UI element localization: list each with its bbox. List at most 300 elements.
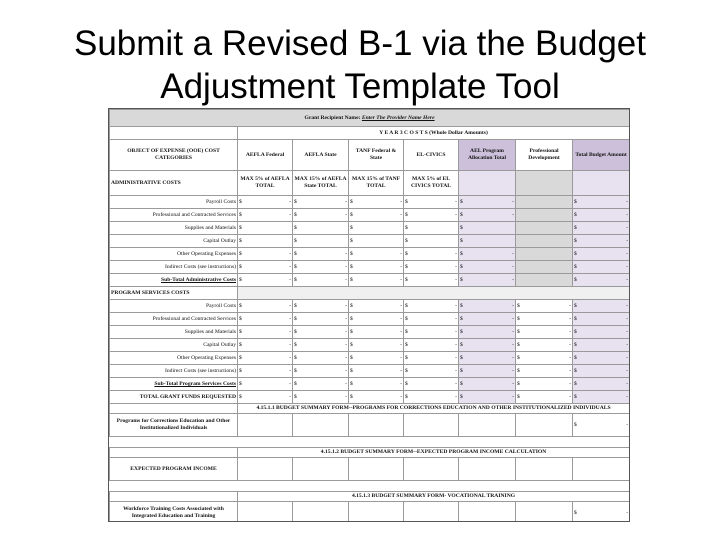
row-label: Other Operating Expenses [110, 352, 238, 365]
amount-value: - [569, 394, 571, 400]
amount-cell[interactable] [404, 235, 459, 248]
amount-value: - [626, 368, 629, 374]
amount-value: - [289, 394, 291, 400]
amount-value: - [455, 342, 457, 348]
amount-value: - [512, 303, 514, 309]
currency-symbol: $ [574, 264, 577, 270]
amount-value: - [345, 303, 347, 309]
spacer-row [110, 437, 630, 448]
amount-value: - [626, 264, 629, 270]
currency-symbol: $ [294, 342, 297, 348]
amount-value: - [345, 199, 347, 205]
amount-cell [573, 414, 630, 437]
amount-cell[interactable] [349, 378, 404, 391]
amount-cell [459, 365, 516, 378]
currency-symbol: $ [239, 303, 242, 309]
currency-symbol: $ [294, 225, 297, 231]
budget-row [110, 365, 630, 378]
amount-cell[interactable] [238, 209, 293, 222]
budget-row [110, 339, 630, 352]
amount-cell[interactable] [404, 222, 459, 235]
vocational-section-title: 4.15.1.3 BUDGET SUMMARY FORM- VOCATIONAL TRAINING [238, 492, 630, 502]
entry-cell[interactable] [404, 414, 459, 437]
amount-value: - [626, 510, 629, 516]
amount-cell[interactable] [238, 300, 293, 313]
program-income-section-title: 4.15.1.2 BUDGET SUMMARY FORM--EXPECTED PROGRAM INCOME CALCULATION [238, 448, 630, 458]
amount-cell[interactable] [349, 261, 404, 274]
column-header-row [110, 140, 630, 171]
currency-symbol: $ [405, 368, 408, 374]
amount-value: - [512, 199, 514, 205]
program-header-row [110, 287, 630, 300]
amount-cell[interactable] [349, 235, 404, 248]
amount-cell[interactable] [404, 378, 459, 391]
amount-cell[interactable] [349, 209, 404, 222]
amount-cell[interactable] [293, 352, 349, 365]
amount-cell[interactable] [349, 274, 404, 287]
amount-cell[interactable] [293, 365, 349, 378]
currency-symbol: $ [517, 355, 520, 361]
amount-value: - [626, 199, 629, 205]
amount-cell [459, 300, 516, 313]
currency-symbol: $ [294, 251, 297, 257]
entry-cell[interactable] [293, 458, 349, 481]
amount-value: - [345, 355, 347, 361]
budget-row [110, 378, 630, 391]
amount-cell[interactable] [404, 196, 459, 209]
amount-cell [573, 261, 630, 274]
corrections-section-label: Programs for Corrections Education and Other Institutionalized Individuals [110, 414, 238, 437]
amount-value: - [569, 355, 571, 361]
amount-cell[interactable] [349, 300, 404, 313]
currency-symbol: $ [239, 199, 242, 205]
amount-value: - [512, 329, 514, 335]
currency-symbol: $ [239, 264, 242, 270]
amount-value: - [345, 277, 347, 283]
amount-cell[interactable] [238, 313, 293, 326]
currency-symbol: $ [350, 329, 353, 335]
amount-value: - [289, 381, 291, 387]
col-header-ael-total: AEL Program Allocation Total [459, 140, 516, 171]
amount-cell[interactable] [238, 248, 293, 261]
currency-symbol: $ [350, 225, 353, 231]
amount-cell[interactable] [516, 313, 573, 326]
row-label: Professional and Contracted Services [110, 313, 238, 326]
currency-symbol: $ [517, 303, 520, 309]
amount-cell[interactable] [238, 261, 293, 274]
currency-symbol: $ [239, 238, 242, 244]
amount-cell[interactable] [238, 352, 293, 365]
amount-value: - [400, 381, 402, 387]
entry-cell[interactable] [516, 502, 573, 523]
amount-cell [573, 326, 630, 339]
currency-symbol: $ [574, 422, 577, 428]
amount-cell[interactable] [238, 365, 293, 378]
currency-symbol: $ [405, 355, 408, 361]
entry-cell[interactable] [459, 458, 516, 481]
budget-row [110, 209, 630, 222]
amount-value: - [626, 238, 629, 244]
amount-cell[interactable] [293, 209, 349, 222]
amount-cell [573, 502, 630, 523]
max-aefla-label: MAX 5% of AEFLA TOTAL [238, 171, 293, 196]
vocational-section-label: Workforce Training Costs Associated with Integrated Education and Training [110, 502, 238, 523]
currency-symbol: $ [460, 225, 463, 231]
amount-cell[interactable] [349, 365, 404, 378]
empty-cell [516, 196, 573, 209]
amount-cell[interactable] [404, 274, 459, 287]
currency-symbol: $ [574, 238, 577, 244]
corrections-section-row [110, 414, 630, 437]
amount-value: - [455, 381, 457, 387]
corrections-section-title-row [110, 404, 630, 414]
amount-value: - [400, 264, 402, 270]
currency-symbol: $ [239, 225, 242, 231]
currency-symbol: $ [574, 355, 577, 361]
program-income-section-label: EXPECTED PROGRAM INCOME [110, 458, 238, 481]
currency-symbol: $ [294, 329, 297, 335]
currency-symbol: $ [517, 394, 520, 400]
amount-cell[interactable] [349, 248, 404, 261]
row-label: Sub-Total Program Services Costs [110, 378, 238, 391]
amount-value: - [569, 342, 571, 348]
amount-cell[interactable] [404, 248, 459, 261]
amount-value: - [626, 277, 629, 283]
currency-symbol: $ [405, 264, 408, 270]
amount-value: - [455, 329, 457, 335]
row-label: Supplies and Materials [110, 222, 238, 235]
amount-cell [459, 196, 516, 209]
amount-cell[interactable] [404, 391, 459, 404]
amount-cell[interactable] [238, 391, 293, 404]
entry-cell[interactable] [293, 414, 349, 437]
amount-cell[interactable] [349, 391, 404, 404]
slide-title [0, 22, 720, 108]
program-income-section-row [110, 458, 630, 481]
currency-symbol: $ [460, 329, 463, 335]
year-header: Y E A R 3 C O S T S (Whole Dollar Amounts) [238, 127, 630, 140]
amount-cell[interactable] [293, 391, 349, 404]
amount-cell [573, 248, 630, 261]
empty-cell [516, 235, 573, 248]
currency-symbol: $ [460, 316, 463, 322]
amount-cell [573, 378, 630, 391]
amount-value: - [512, 355, 514, 361]
currency-symbol: $ [574, 316, 577, 322]
col-header-total-budget: Total Budget Amount [573, 140, 630, 171]
empty-cell [516, 209, 573, 222]
row-label: TOTAL GRANT FUNDS REQUESTED [110, 391, 238, 404]
amount-cell[interactable] [238, 235, 293, 248]
currency-symbol: $ [405, 394, 408, 400]
amount-cell [459, 313, 516, 326]
amount-value: - [569, 316, 571, 322]
entry-cell[interactable] [293, 502, 349, 523]
entry-cell[interactable] [516, 414, 573, 437]
currency-symbol: $ [350, 264, 353, 270]
currency-symbol: $ [294, 264, 297, 270]
amount-value: - [345, 342, 347, 348]
amount-cell[interactable] [293, 378, 349, 391]
amount-cell[interactable] [349, 222, 404, 235]
amount-value: - [289, 368, 291, 374]
currency-symbol: $ [239, 368, 242, 374]
amount-cell[interactable] [349, 196, 404, 209]
amount-cell[interactable] [516, 300, 573, 313]
amount-value: - [626, 212, 629, 218]
amount-cell[interactable] [404, 300, 459, 313]
amount-value: - [512, 394, 514, 400]
amount-value: - [455, 394, 457, 400]
budget-row [110, 261, 630, 274]
amount-value: - [512, 316, 514, 322]
currency-symbol: $ [239, 381, 242, 387]
amount-value: - [400, 277, 402, 283]
currency-symbol: $ [350, 251, 353, 257]
amount-value: - [289, 342, 291, 348]
amount-value: - [345, 212, 347, 218]
currency-symbol: $ [239, 342, 242, 348]
amount-cell[interactable] [516, 378, 573, 391]
currency-symbol: $ [574, 510, 577, 516]
amount-cell [459, 378, 516, 391]
amount-value: - [455, 212, 457, 218]
currency-symbol: $ [405, 277, 408, 283]
col-header-tanf: TANF Federal & State [349, 140, 404, 171]
amount-cell [459, 222, 516, 235]
entry-cell[interactable] [349, 502, 404, 523]
row-label: Payroll Costs [110, 196, 238, 209]
currency-symbol: $ [517, 329, 520, 335]
amount-cell [459, 326, 516, 339]
amount-cell[interactable] [293, 339, 349, 352]
entry-cell[interactable] [459, 502, 516, 523]
budget-row [110, 235, 630, 248]
currency-symbol: $ [350, 199, 353, 205]
amount-value: - [569, 329, 571, 335]
amount-value: - [400, 303, 402, 309]
budget-row [110, 326, 630, 339]
amount-value: - [400, 251, 402, 257]
amount-cell[interactable] [238, 378, 293, 391]
amount-value: - [455, 264, 457, 270]
amount-value: - [345, 316, 347, 322]
currency-symbol: $ [460, 264, 463, 270]
currency-symbol: $ [294, 381, 297, 387]
currency-symbol: $ [460, 381, 463, 387]
entry-cell[interactable] [404, 502, 459, 523]
amount-value: - [455, 368, 457, 374]
budget-row [110, 313, 630, 326]
amount-cell [573, 339, 630, 352]
amount-cell[interactable] [293, 326, 349, 339]
entry-cell[interactable] [573, 458, 630, 481]
amount-cell[interactable] [516, 339, 573, 352]
amount-value: - [455, 355, 457, 361]
grantee-name-field[interactable]: Enter The Provider Name Here [361, 115, 435, 121]
entry-cell[interactable] [459, 414, 516, 437]
amount-value: - [289, 277, 291, 283]
entry-cell[interactable] [516, 458, 573, 481]
amount-value: - [512, 381, 514, 387]
amount-value: - [289, 329, 291, 335]
grantee-row [110, 110, 630, 127]
amount-cell[interactable] [516, 365, 573, 378]
row-label: Payroll Costs [110, 300, 238, 313]
amount-cell [459, 235, 516, 248]
amount-cell [573, 365, 630, 378]
currency-symbol: $ [350, 368, 353, 374]
amount-value: - [400, 316, 402, 322]
grantee-label: Grant Recipient Name: [304, 115, 361, 121]
budget-spreadsheet [108, 108, 630, 522]
amount-value: - [345, 264, 347, 270]
amount-cell[interactable] [238, 339, 293, 352]
amount-value: - [626, 316, 629, 322]
row-label: Sub-Total Administrative Costs [110, 274, 238, 287]
entry-cell[interactable] [238, 502, 293, 523]
amount-cell[interactable] [516, 326, 573, 339]
amount-cell[interactable] [404, 209, 459, 222]
amount-cell[interactable] [349, 326, 404, 339]
amount-cell[interactable] [404, 339, 459, 352]
amount-cell[interactable] [516, 352, 573, 365]
amount-value: - [569, 381, 571, 387]
row-label: Capital Outlay [110, 235, 238, 248]
budget-row [110, 222, 630, 235]
amount-value: - [400, 355, 402, 361]
amount-value: - [345, 368, 347, 374]
amount-value: - [400, 212, 402, 218]
entry-cell[interactable] [349, 458, 404, 481]
currency-symbol: $ [405, 316, 408, 322]
amount-cell[interactable] [293, 196, 349, 209]
amount-cell[interactable] [349, 339, 404, 352]
currency-symbol: $ [294, 303, 297, 309]
amount-cell [459, 274, 516, 287]
amount-cell[interactable] [349, 313, 404, 326]
amount-cell [573, 222, 630, 235]
amount-cell[interactable] [293, 248, 349, 261]
amount-cell [459, 339, 516, 352]
amount-value: - [455, 303, 457, 309]
amount-cell [573, 391, 630, 404]
amount-cell [573, 300, 630, 313]
amount-cell [573, 196, 630, 209]
empty-cell [516, 274, 573, 287]
amount-cell[interactable] [293, 261, 349, 274]
amount-cell[interactable] [238, 196, 293, 209]
currency-symbol: $ [574, 368, 577, 374]
amount-value: - [626, 329, 629, 335]
amount-cell[interactable] [404, 261, 459, 274]
entry-cell[interactable] [238, 458, 293, 481]
amount-value: - [569, 303, 571, 309]
program-income-section-title-row [110, 448, 630, 458]
amount-value: - [400, 394, 402, 400]
currency-symbol: $ [405, 381, 408, 387]
amount-cell[interactable] [404, 352, 459, 365]
amount-value: - [345, 394, 347, 400]
currency-symbol: $ [350, 355, 353, 361]
currency-symbol: $ [574, 225, 577, 231]
amount-value: - [512, 368, 514, 374]
max-aefla-state-label: MAX 15% of AEFLA State TOTAL [293, 171, 349, 196]
amount-cell [459, 248, 516, 261]
empty-cell [516, 222, 573, 235]
amount-cell[interactable] [516, 391, 573, 404]
currency-symbol: $ [405, 303, 408, 309]
row-label: Capital Outlay [110, 339, 238, 352]
currency-symbol: $ [460, 303, 463, 309]
amount-cell[interactable] [293, 300, 349, 313]
budget-row [110, 196, 630, 209]
vocational-section-row [110, 502, 630, 523]
currency-symbol: $ [574, 212, 577, 218]
currency-symbol: $ [460, 277, 463, 283]
col-header-prof-dev: Professional Development [516, 140, 573, 171]
currency-symbol: $ [239, 316, 242, 322]
currency-symbol: $ [239, 394, 242, 400]
currency-symbol: $ [294, 277, 297, 283]
entry-cell[interactable] [404, 458, 459, 481]
currency-symbol: $ [294, 316, 297, 322]
amount-cell [459, 209, 516, 222]
currency-symbol: $ [405, 225, 408, 231]
currency-symbol: $ [239, 329, 242, 335]
amount-cell[interactable] [404, 313, 459, 326]
amount-value: - [626, 225, 629, 231]
amount-value: - [512, 251, 514, 257]
currency-symbol: $ [574, 251, 577, 257]
amount-value: - [289, 303, 291, 309]
entry-cell[interactable] [349, 414, 404, 437]
vocational-section-title-row [110, 492, 630, 502]
amount-cell[interactable] [293, 235, 349, 248]
amount-cell [573, 274, 630, 287]
admin-header-row [110, 171, 630, 196]
program-costs-header: PROGRAM SERVICES COSTS [110, 287, 238, 300]
currency-symbol: $ [239, 212, 242, 218]
currency-symbol: $ [405, 342, 408, 348]
currency-symbol: $ [294, 212, 297, 218]
currency-symbol: $ [350, 394, 353, 400]
amount-value: - [626, 422, 629, 428]
amount-cell[interactable] [293, 274, 349, 287]
corrections-section-title: 4.15.1.1 BUDGET SUMMARY FORM--PROGRAMS FOR CORRECTIONS EDUCATION AND OTHER INSTITUTIONALIZED INDIVIDUALS [238, 404, 630, 414]
currency-symbol: $ [460, 238, 463, 244]
amount-cell[interactable] [404, 365, 459, 378]
amount-cell[interactable] [349, 352, 404, 365]
amount-cell[interactable] [293, 313, 349, 326]
row-label: Indirect Costs (see instructions) [110, 365, 238, 378]
amount-value: - [626, 394, 629, 400]
amount-cell[interactable] [404, 326, 459, 339]
amount-cell[interactable] [238, 274, 293, 287]
amount-cell[interactable] [238, 222, 293, 235]
entry-cell[interactable] [238, 414, 293, 437]
currency-symbol: $ [294, 238, 297, 244]
amount-cell [573, 235, 630, 248]
amount-value: - [289, 212, 291, 218]
amount-cell[interactable] [293, 222, 349, 235]
amount-value: - [512, 277, 514, 283]
amount-cell[interactable] [238, 326, 293, 339]
empty-cell [516, 261, 573, 274]
currency-symbol: $ [294, 355, 297, 361]
year-header-row [110, 127, 630, 140]
amount-cell [459, 261, 516, 274]
